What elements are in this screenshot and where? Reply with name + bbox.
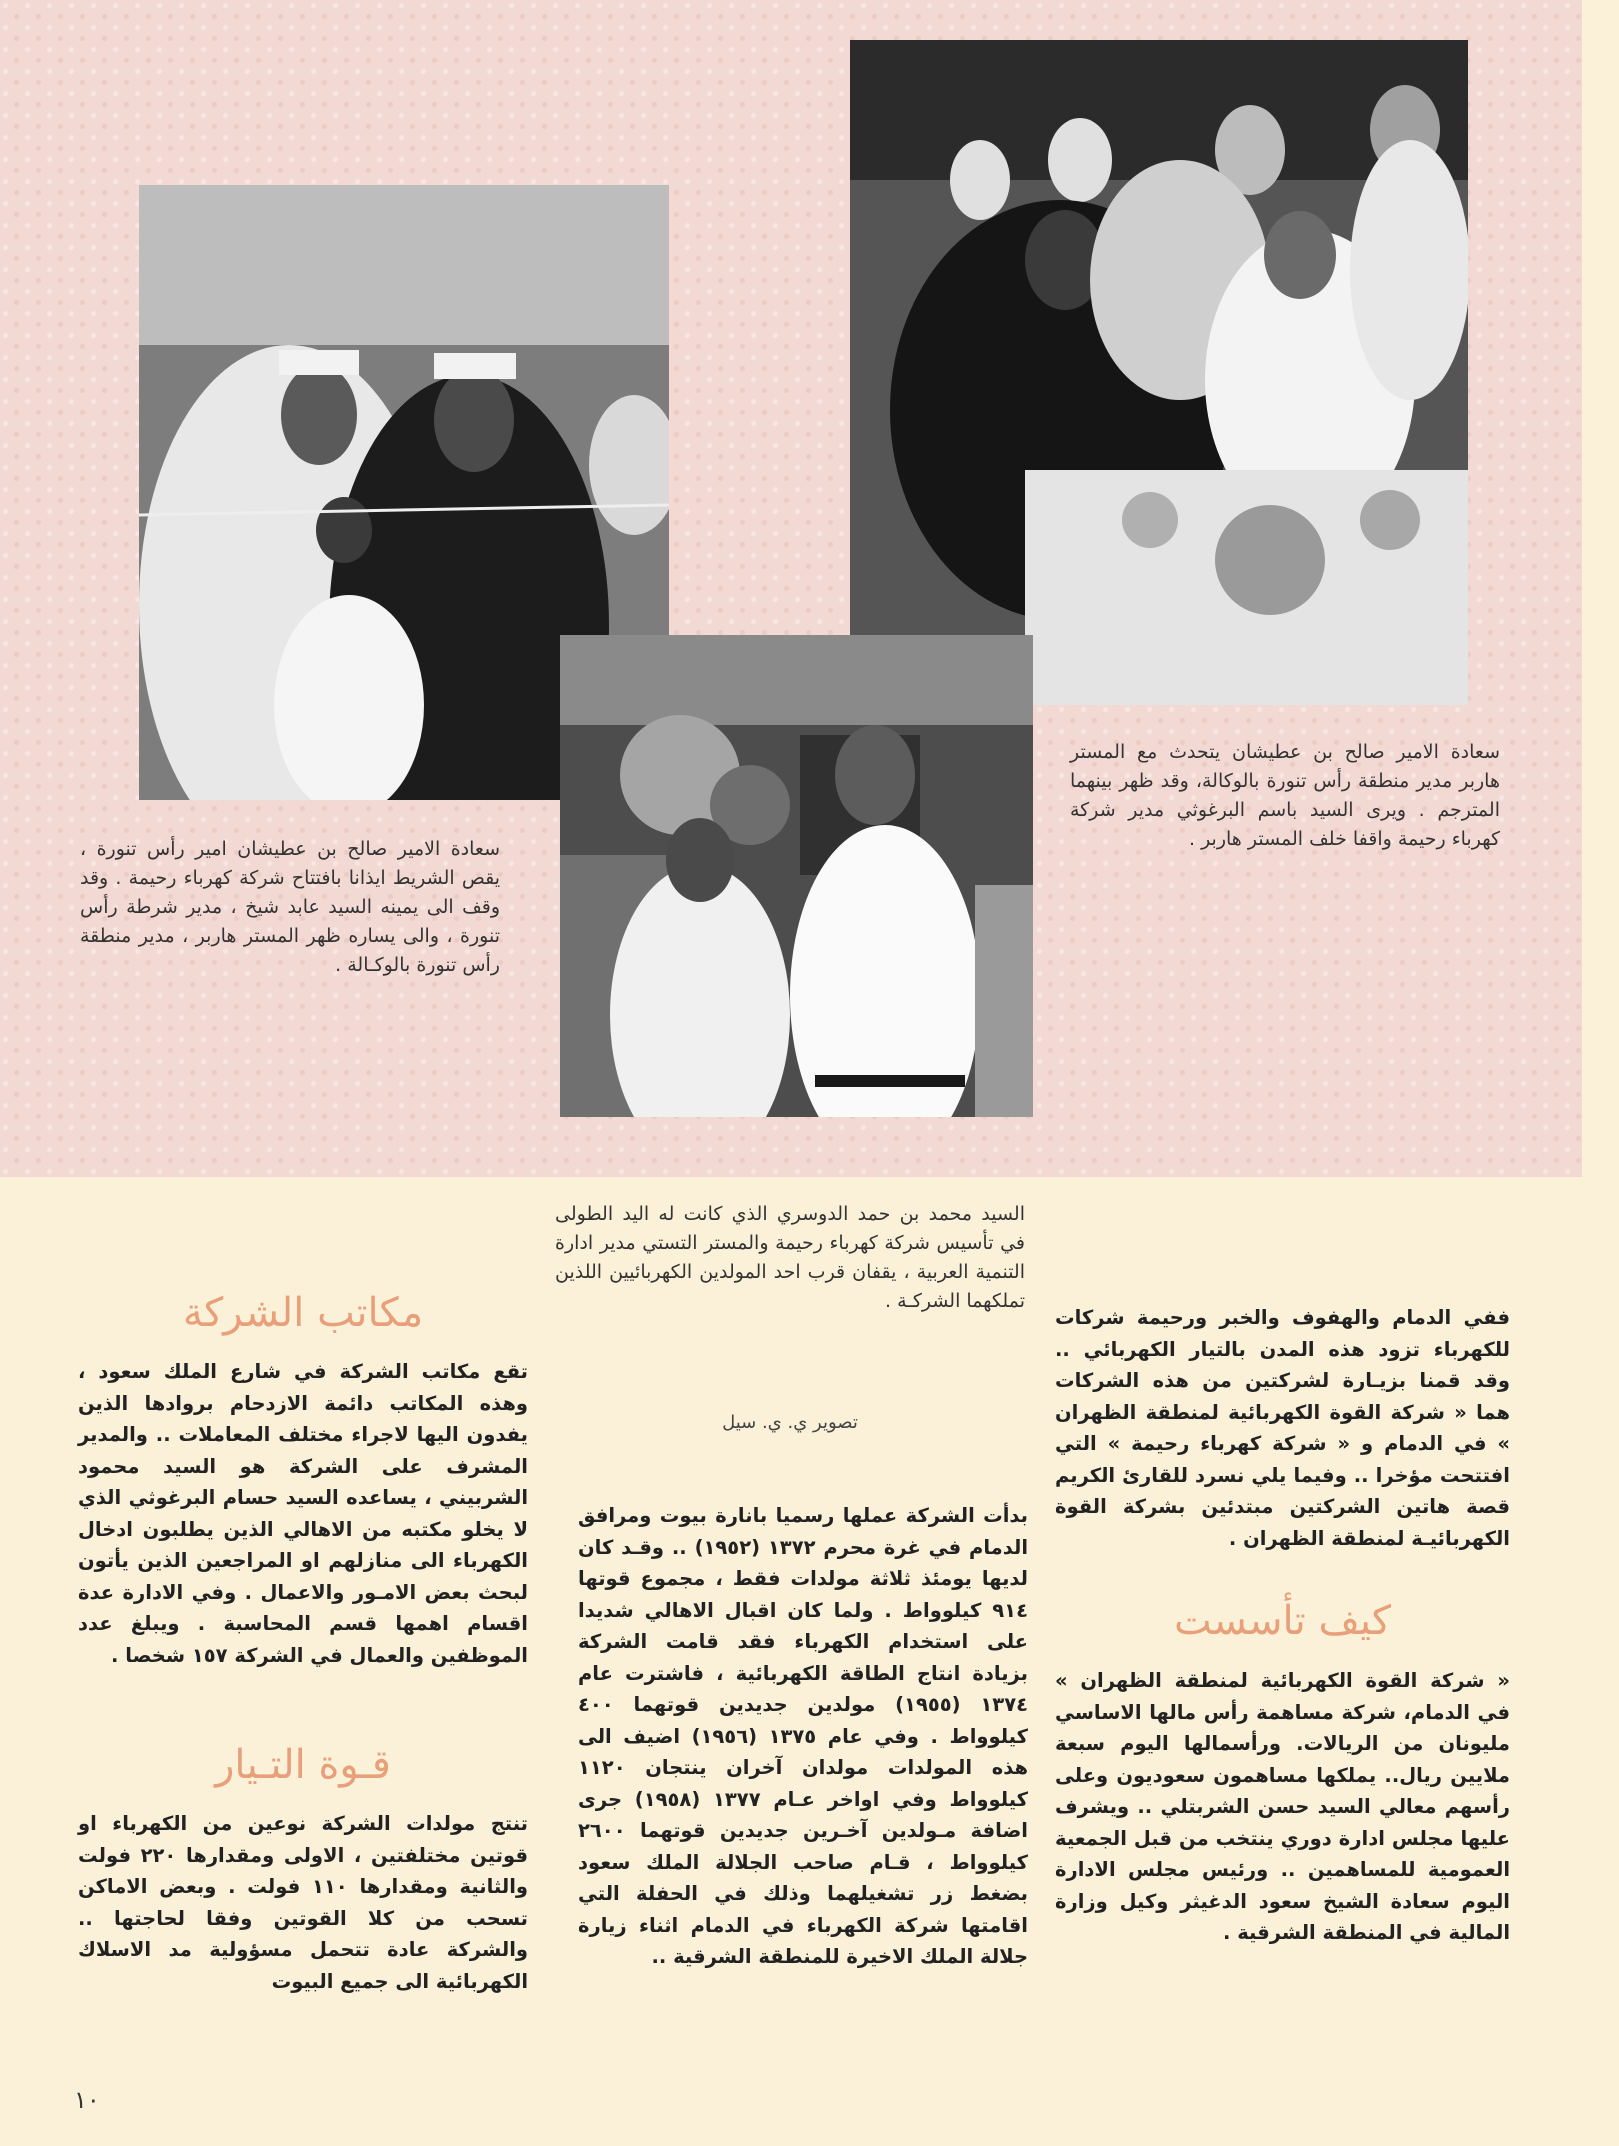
caption-right-photo: سعادة الامير صالح بن عطيشان يتحدث مع المستر هاربر مدير منطقة رأس تنورة بالوكالة، وقد ظهر بينهما المترجم . ويرى السيد باسم البرغوثي مدير شركة كهرباء رحيمة واقفا خلف المستر هاربر . — [1070, 741, 1500, 850]
caption-left-photo: سعادة الامير صالح بن عطيشان امير رأس تنورة ، يقص الشريط ايذانا بافتتاح شركة كهرباء رحيمة . وقد وقف الى يمينه السيد عابد شيخ ، مدير شرطة رأس تنورة ، والى يساره ظهر المستر هاربر ، مدير منطقة رأس تنورة بالوكـالة . — [80, 838, 500, 976]
photo-generator — [560, 635, 1033, 1117]
heading-how-founded: كيف تأسست — [1173, 1598, 1392, 1644]
article-current-body: تنتج مولدات الشركة نوعين من الكهرباء او قوتين مختلفتين ، الاولى ومقدارها ٢٢٠ فولت والثانية ومقدارها ١١٠ فولت . وبعض الاماكن تسحب من كلا القوتين وفقا لحاجتها .. والشركة عادة تتحمل مسؤولية مد الاسلاك الكهربائية الى جميع البيوت — [78, 1812, 529, 1993]
heading-current-power: قـوة التـيار — [215, 1742, 391, 1788]
article-how-founded-body: « شركة القوة الكهربائية لمنطقة الظهران » في الدمام، شركة مساهمة رأس مالها الاساسي مليونان من الريالات. ورأسمالها اليوم سبعة ملايين ريال.. يملكها مساهمون سعوديون وعلى رأسهم معالي السيد حسن الشربتلي .. ويشرف عليها مجلس ادارة دوري ينتخب من قبل الجمعية العمومية للمساهمين .. ورئيس مجلس الادارة اليوم سعادة الشيخ سعود الدغيثر وكيل وزارة المالية في المنطقة الشرقية . — [1055, 1669, 1510, 1944]
caption-center-photo: السيد محمد بن حمد الدوسري الذي كانت له اليد الطولى في تأسيس شركة كهرباء رحيمة والمستر التستي مدير ادارة التنمية العربية ، يقفان قرب احد المولدين الكهربائيين اللذين تملكهما الشركـة . — [555, 1203, 1025, 1312]
heading-company-offices: مكاتب الشركة — [182, 1290, 424, 1336]
page-number: ١٠ — [74, 2086, 100, 2114]
article-offices-body: تقع مكاتب الشركة في شارع الملك سعود ، وهذه المكاتب دائمة الازدحام بروادها الذين يفدون اليها لاجراء مختلف المعاملات .. والمدير المشرف على الشركة هو السيد محمود الشربيني ، يساعده السيد حسام البرغوثي الذي لا يخلو مكتبه من الاهالي الذين يطلبون ادخال الكهرباء الى منازلهم او المراجعين الذين يأتون لبحث بعض الامـور والاعمال . وفي الادارة عدة اقسام اهمها قسم المحاسبة . ويبلغ عدد الموظفين والعمال في الشركة ١٥٧ شخصا . — [78, 1360, 528, 1667]
photo-credit: تصوير ي. ي. سيل — [722, 1412, 858, 1433]
article-intro: ففي الدمام والهفوف والخبر ورحيمة شركات للكهرباء تزود هذه المدن بالتيار الكهربائي .. وقد قمنا بزيـارة لشركتين من هذه الشركات هما « شركة القوة الكهربائية لمنطقة الظهران » في الدمام و « شركة كهرباء رحيمة » التي افتتحت مؤخرا .. وفيما يلي نسرد للقارئ الكريم قصة هاتين الشركتين مبتدئين بشركة القوة الكهربائيـة لمنطقة الظهران . — [1055, 1306, 1510, 1550]
photo-seated-conversation — [850, 40, 1468, 705]
article-operations-body: بدأت الشركة عملها رسميا بانارة بيوت ومرافق الدمام في غرة محرم ١٣٧٢ (١٩٥٢) .. وقـد كان لديها يومئذ ثلاثة مولدات فقط ، مجموع قوتها ٩١٤ كيلوواط . ولما كان اقبال الاهالي شديدا على استخدام الكهرباء فقد قامت الشركة بزيادة انتاج الطاقة الكهربائية ، فاشترت عام ١٣٧٤ (١٩٥٥) مولدين جديدين قوتهما ٤٠٠ كيلوواط . وفي عام ١٣٧٥ (١٩٥٦) اضيف الى هذه المولدات مولدان آخران ينتجان ١١٢٠ كيلوواط وفي اواخر عـام ١٣٧٧ (١٩٥٨) جرى اضافة مـولدين آخـرين جديدين قوتهما ٢٦٠٠ كيلوواط ، قـام صاحب الجلالة الملك سعود بضغط زر تشغيلهما وذلك في الحفلة التي اقامتها شركة الكهرباء في الدمام اثناء زيارة جلالة الملك الاخيرة للمنطقة الشرقية .. — [578, 1504, 1029, 1968]
